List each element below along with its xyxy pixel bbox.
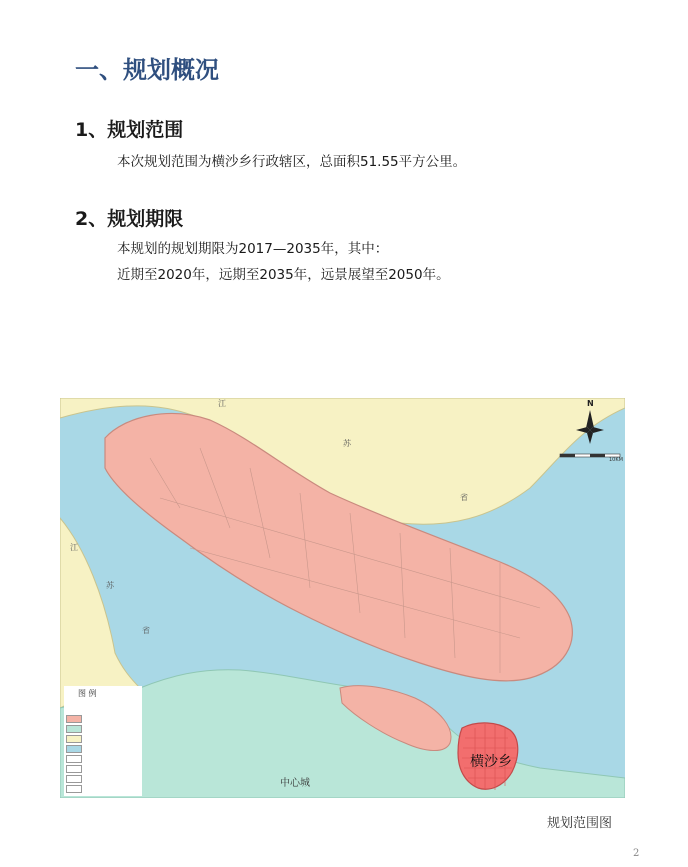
legend-row: [66, 744, 140, 752]
period-line-1: 本规划的规划期限为2017—2035年，其中：: [117, 241, 389, 257]
legend-row: [66, 784, 140, 792]
period-line-2: 近期至2020年，远期至2035年，远景展望至2050年。: [117, 267, 450, 283]
period-heading: 2、规划期限: [75, 208, 184, 230]
legend-row: [66, 714, 140, 722]
figure-caption: 规划范围图: [547, 816, 613, 831]
province-label-jiang-west: 江: [70, 543, 78, 552]
legend-row: [66, 724, 140, 732]
center-city-label: 中心城: [280, 778, 310, 789]
legend-swatch: [66, 775, 82, 783]
province-label-su-north: 苏: [343, 439, 351, 448]
legend-row: [66, 774, 140, 782]
legend-swatch: [66, 755, 82, 763]
legend-swatch: [66, 785, 82, 793]
legend-swatch: [66, 765, 82, 773]
planning-scope-map: [60, 398, 625, 798]
hengsha-label: 横沙乡: [470, 754, 512, 770]
north-label: N: [587, 399, 594, 408]
province-label-jiang-north: 江: [218, 399, 226, 408]
legend-swatch: [66, 745, 82, 753]
scope-heading: 1、规划范围: [75, 119, 184, 141]
legend-swatch: [66, 735, 82, 743]
province-label-sheng-north: 省: [460, 493, 468, 502]
province-label-su-west: 苏: [106, 581, 114, 590]
page-number: 2: [633, 848, 640, 859]
legend-row: [66, 754, 140, 762]
map-legend: [64, 686, 142, 796]
scale-label: 10KM: [609, 457, 623, 463]
scope-text: 本次规划范围为横沙乡行政辖区，总面积51.55平方公里。: [117, 154, 467, 170]
legend-row: [66, 764, 140, 772]
province-label-sheng-west: 省: [142, 626, 150, 635]
legend-swatch: [66, 725, 82, 733]
legend-swatch: [66, 715, 82, 723]
section-title: 一、规划概况: [75, 56, 219, 84]
legend-row: [66, 734, 140, 742]
legend-title: 图 例: [78, 689, 97, 698]
map-svg: [60, 398, 625, 798]
